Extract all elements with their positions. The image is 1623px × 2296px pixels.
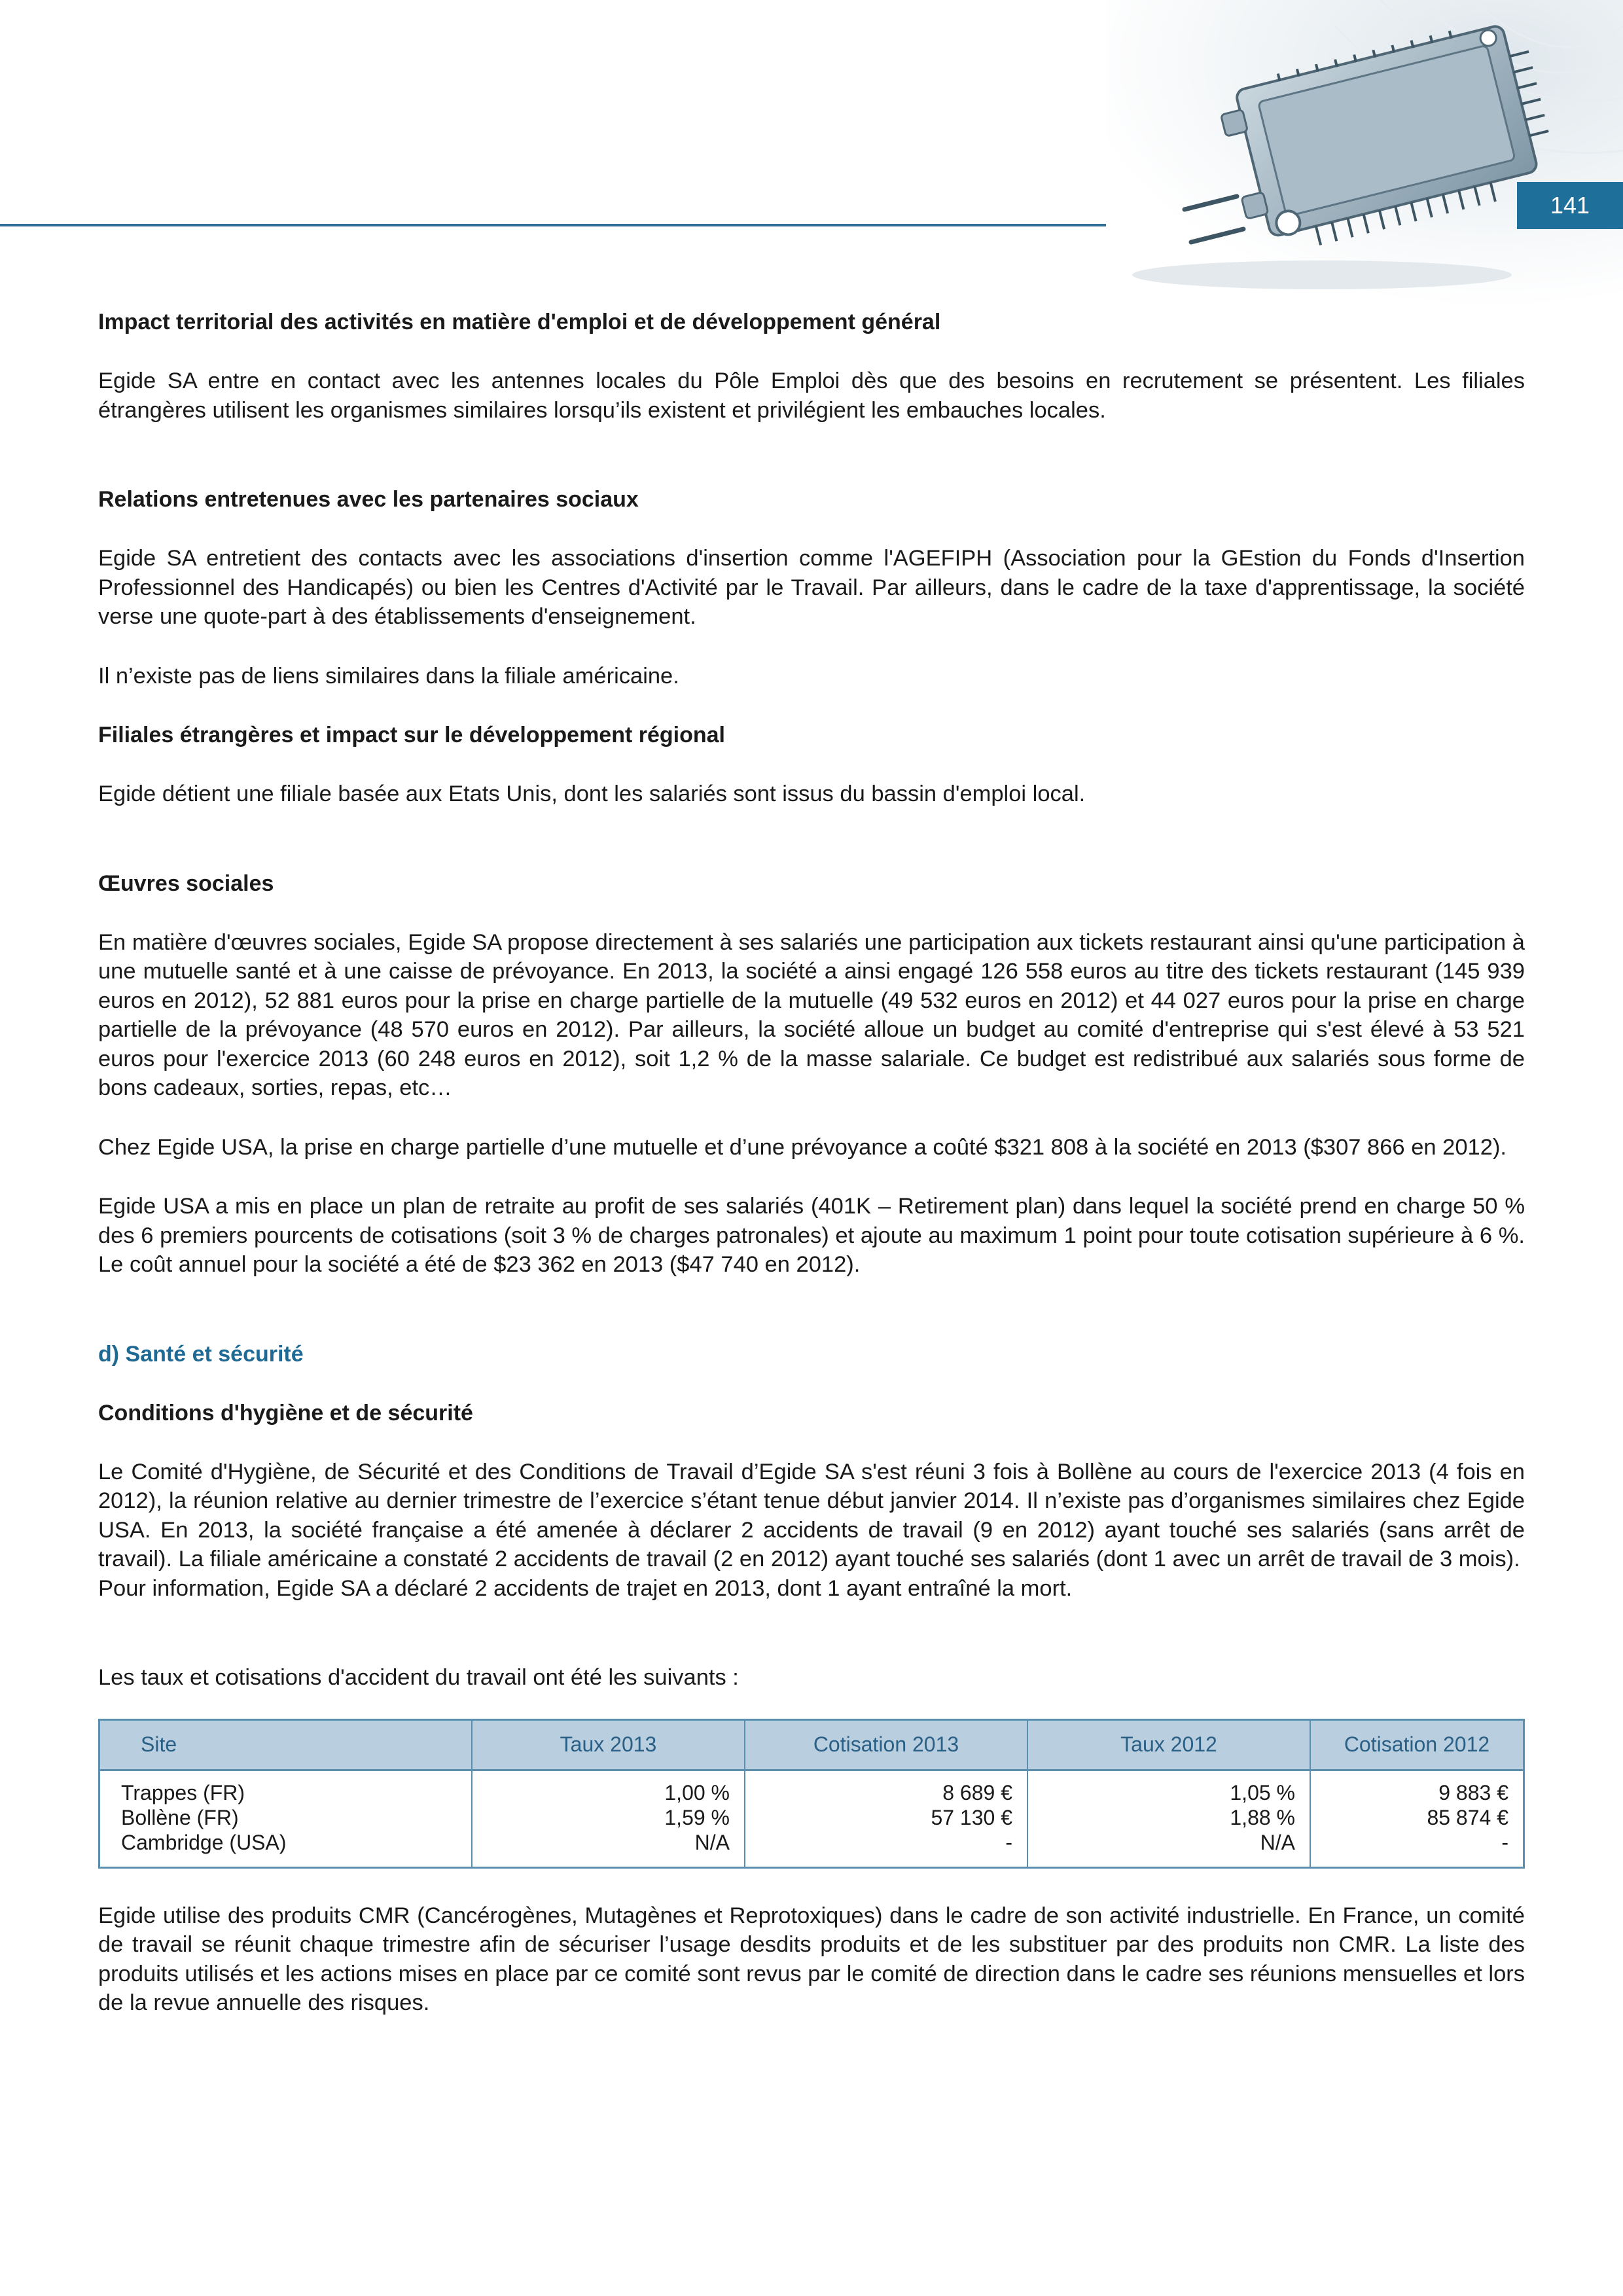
cotisation-2012-cell: 85 874 €: [1427, 1805, 1508, 1829]
relations-heading: Relations entretenues avec les partenaires sociaux: [98, 487, 639, 512]
header-site: Site: [99, 1719, 473, 1770]
component-illustration: [1106, 0, 1623, 308]
accident-rates-table: [98, 1719, 1525, 1869]
hygiene-heading: Conditions d'hygiène et de sécurité: [98, 1400, 473, 1426]
site-cell: Bollène (FR): [121, 1805, 239, 1829]
filiales-heading: Filiales étrangères et impact sur le développement régional: [98, 723, 725, 747]
site-column: [99, 1770, 473, 1867]
cmr-paragraph: Egide utilise des produits CMR (Cancérogènes, Mutagènes et Reprotoxiques) dans le cadre de son activité industrielle. En France, un comité de travail se réunit chaque trimestre afin de sécuriser l’usage desdits produits et de les substituer par des produits non CMR. La liste des produits utilisés et les actions mises en place par ce comité sont revus par le comité de direction dans le cadre ses réunions mensuelles et lors de la revue annuelle des risques.: [98, 1903, 1525, 2015]
taux-2012-column: [1027, 1770, 1310, 1867]
cotisation-2013-cell: -: [1005, 1830, 1012, 1854]
taux-2013-cell: 1,59 %: [664, 1805, 730, 1829]
cotisation-2013-cell: 57 130 €: [931, 1805, 1012, 1829]
page-content: [98, 308, 1525, 2018]
site-cell: Cambridge (USA): [121, 1830, 287, 1854]
taux-intro: Les taux et cotisations d'accident du travail ont été les suivants :: [98, 1665, 739, 1690]
cotisation-2012-column: [1310, 1770, 1524, 1867]
relations-paragraph: Egide SA entretient des contacts avec les associations d'insertion comme l'AGEFIPH (Association pour la GEstion du Fonds d'Insertion Professionnel des Handicapés) ou bien les Centres d'Activité par le Travail. Par ailleurs, dans le cadre de la taxe d'apprentissage, la société verse une quote-part à des établissements d'enseignement.: [98, 546, 1525, 629]
oeuvres-paragraph-3: Egide USA a mis en place un plan de retraite au profit de ses salariés (401K – Retirement plan) dans lequel la société prend en charge 50 % des 6 premiers pourcents de cotisations (soit 3 % de charges patronales) et ajoute au maximum 1 point pour toute cotisation supérieure à 6 %. Le coût annuel pour la société a été de $23 362 en 2013 ($47 740 en 2012).: [98, 1194, 1525, 1277]
cotisation-2012-cell: -: [1501, 1830, 1508, 1854]
header-rule: [0, 224, 1114, 226]
impact-paragraph: Egide SA entre en contact avec les antennes locales du Pôle Emploi dès que des besoins en recrutement se présentent. Les filiales étrangères utilisent les organismes similaires lorsqu’ils existent et privilégient les embauches locales.: [98, 368, 1525, 423]
relations-paragraph-2: Il n’existe pas de liens similaires dans la filiale américaine.: [98, 663, 679, 689]
hygiene-paragraph-2: Pour information, Egide SA a déclaré 2 accidents de trajet en 2013, dont 1 ayant entraîné la mort.: [98, 1575, 1073, 1601]
taux-2012-cell: 1,05 %: [1230, 1780, 1295, 1804]
header-cotisation-2012: Cotisation 2012: [1310, 1719, 1524, 1770]
cotisation-2012-cell: 9 883 €: [1438, 1780, 1508, 1804]
oeuvres-paragraph-1: En matière d'œuvres sociales, Egide SA propose directement à ses salariés une participation aux tickets restaurant ainsi qu'une participation à une mutuelle santé et à une caisse de prévoyance. En 2013, la société a ainsi engagé 126 558 euros au titre des tickets restaurant (145 939 euros en 2012), 52 881 euros pour la prise en charge partielle de la mutuelle (49 532 euros en 2012) et 44 027 euros pour la prise en charge partielle de la prévoyance (48 570 euros en 2012). Par ailleurs, la société alloue un budget au comité d'entreprise qui s'est élevé à 53 521 euros pour l'exercice 2013 (60 248 euros en 2012), soit 1,2 % de la masse salariale. Ce budget est redistribué aux salariés sous forme de bons cadeaux, sorties, repas, etc…: [98, 929, 1525, 1100]
site-cell: Trappes (FR): [121, 1780, 245, 1804]
taux-2013-cell: 1,00 %: [664, 1780, 730, 1804]
oeuvres-heading: Œuvres sociales: [98, 870, 274, 896]
page-number: 141: [1517, 182, 1623, 229]
cotisation-2013-column: [745, 1770, 1027, 1867]
filiales-paragraph: Egide détient une filiale basée aux Etats Unis, dont les salariés sont issus du bassin d'emploi local.: [98, 781, 1086, 806]
header-taux-2012: Taux 2012: [1027, 1719, 1310, 1770]
taux-2013-column: [472, 1770, 745, 1867]
impact-heading: Impact territorial des activités en matière d'emploi et de développement général: [98, 310, 941, 334]
hygiene-paragraph-1: Le Comité d'Hygiène, de Sécurité et des Conditions de Travail d’Egide SA s'est réuni 3 fois à Bollène au cours de l'exercice 2013 (4 fois en 2012), la réunion relative au dernier trimestre de l’exercice s’étant tenue début janvier 2014. Il n’existe pas d’organismes similaires chez Egide USA. En 2013, la société française a été amenée à déclarer 2 accidents de travail (9 en 2012) ayant touché ses salariés (sans arrêt de travail). La filiale américaine a constaté 2 accidents de travail (2 en 2012) ayant touché ses salariés (dont 1 avec un arrêt de travail de 3 mois).: [98, 1459, 1525, 1571]
table-header-row: [99, 1719, 1524, 1770]
table-row: [99, 1770, 1524, 1867]
taux-2012-cell: 1,88 %: [1230, 1805, 1295, 1829]
cotisation-2013-cell: 8 689 €: [942, 1780, 1012, 1804]
oeuvres-paragraph-2: Chez Egide USA, la prise en charge partielle d’une mutuelle et d’une prévoyance a coûté $321 808 à la société en 2013 ($307 866 en 2012).: [98, 1134, 1507, 1160]
taux-2013-cell: N/A: [694, 1830, 730, 1854]
header-taux-2013: Taux 2013: [472, 1719, 745, 1770]
sante-section-title: d) Santé et sécurité: [98, 1341, 304, 1367]
header-cotisation-2013: Cotisation 2013: [745, 1719, 1027, 1770]
taux-2012-cell: N/A: [1260, 1830, 1295, 1854]
